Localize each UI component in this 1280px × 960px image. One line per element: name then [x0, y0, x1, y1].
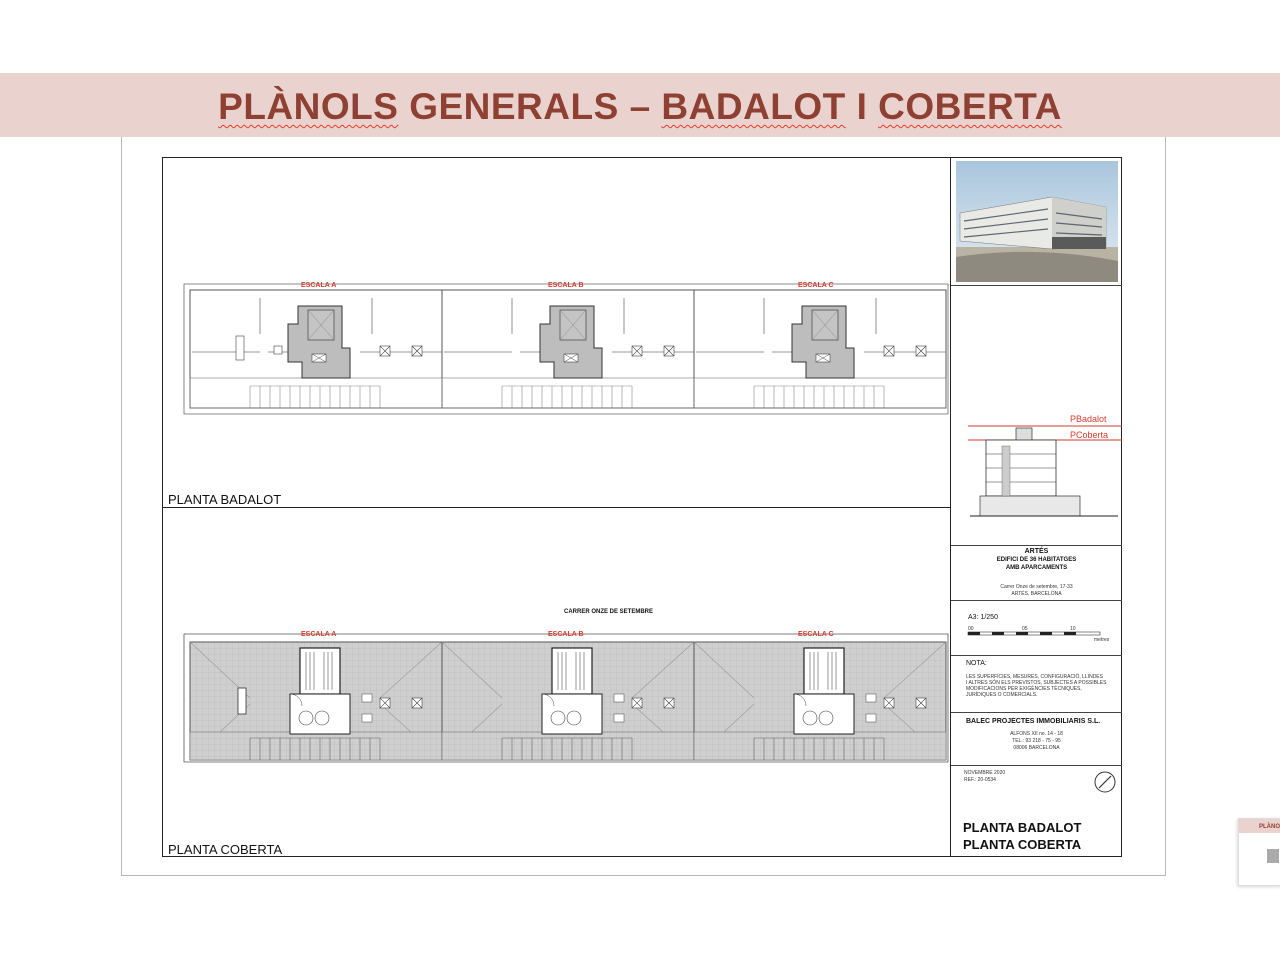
- peek-plan-fragment: [1267, 849, 1279, 863]
- scale-tick-10: 10: [1070, 626, 1076, 632]
- planta-coberta-label: PLANTA COBERTA: [168, 842, 283, 857]
- company-address: ALFONS XII no. 14 - 18: [1010, 731, 1063, 737]
- tb-separator-5: [951, 712, 1122, 713]
- north-arrow: [1095, 772, 1115, 792]
- tb-separator-1: [951, 285, 1122, 286]
- tb-separator-6: [951, 765, 1122, 766]
- scale-tick-5: 05: [1022, 626, 1028, 632]
- project-desc-1: EDIFICI DE 36 HABITATGES: [996, 557, 1077, 563]
- scale-bar: [968, 632, 1100, 635]
- tb-separator-2: [951, 545, 1122, 546]
- next-slide-thumbnail[interactable]: [1238, 818, 1280, 886]
- tb-separator-3: [951, 600, 1122, 601]
- nota-line-3: MODIFICACIONS PER EXIGÈNCIES TÈCNIQUES,: [966, 686, 1082, 692]
- building-render-image: [956, 161, 1118, 282]
- scale-tick-0: 00: [968, 626, 974, 632]
- title-word-coberta: COBERTA: [878, 86, 1062, 127]
- project-address-1: Carrer Onze de setembre, 17-33: [1000, 584, 1073, 590]
- escala-c-top: ESCALA C: [798, 282, 834, 289]
- drawing-ref: REF.: 20-0534: [964, 777, 996, 783]
- nota-line-4: JURÍDIQUES O COMERCIALS.: [966, 692, 1038, 698]
- planta-coberta-plan: [184, 634, 948, 762]
- title-dash: –: [629, 86, 651, 127]
- tb-separator-4: [951, 655, 1122, 656]
- title-word-generals: GENERALS: [409, 86, 619, 127]
- scale-unit: metres: [1094, 637, 1110, 643]
- sheet-title-1: PLANTA BADALOT: [963, 820, 1082, 835]
- escala-a-bottom: ESCALA A: [301, 631, 337, 638]
- drawing-scale: A3: 1/250: [968, 614, 998, 621]
- drawing-date: NOVEMBRE 2020: [964, 770, 1006, 776]
- nota-label: NOTA:: [966, 660, 987, 667]
- street-label: CARRER ONZE DE SETEMBRE: [564, 609, 654, 615]
- escala-c-bottom: ESCALA C: [798, 631, 834, 638]
- escala-a-top: ESCALA A: [301, 282, 337, 289]
- project-desc-2: AMB APARCAMENTS: [1005, 565, 1068, 571]
- planta-badalot-label: PLANTA BADALOT: [168, 492, 282, 507]
- escala-b-bottom: ESCALA B: [548, 631, 584, 638]
- title-word-badalot: BADALOT: [661, 86, 846, 127]
- escala-b-top: ESCALA B: [548, 282, 584, 289]
- title-word-planols: PLÀNOLS: [218, 86, 399, 127]
- title-word-i: I: [856, 86, 868, 127]
- project-name: ARTÉS: [1024, 548, 1049, 555]
- nota-line-2: I ALTRES SÓN ELS PREVISTOS, SUBJECTES A POSSIBLES: [966, 680, 1107, 686]
- peek-title: PLÀNO: [1259, 824, 1280, 830]
- sheet-title-2: PLANTA COBERTA: [963, 837, 1082, 852]
- section-label-pcoberta: PCoberta: [1070, 430, 1109, 440]
- nota-line-1: LES SUPERFÍCIES, MESURES, CONFIGURACIÓ, LLINDES: [966, 674, 1103, 680]
- section-label-pbadalot: PBadalot: [1070, 414, 1107, 424]
- planta-badalot-plan: [184, 284, 948, 414]
- project-address-2: ARTÉS, BARCELONA: [1011, 591, 1062, 597]
- company-phone: TEL.: 93 218 - 75 - 95: [1012, 738, 1061, 744]
- company-city: 08006 BARCELONA: [1013, 745, 1060, 751]
- company-name: BALEC PROJECTES IMMOBILIARIS S.L.: [966, 718, 1101, 725]
